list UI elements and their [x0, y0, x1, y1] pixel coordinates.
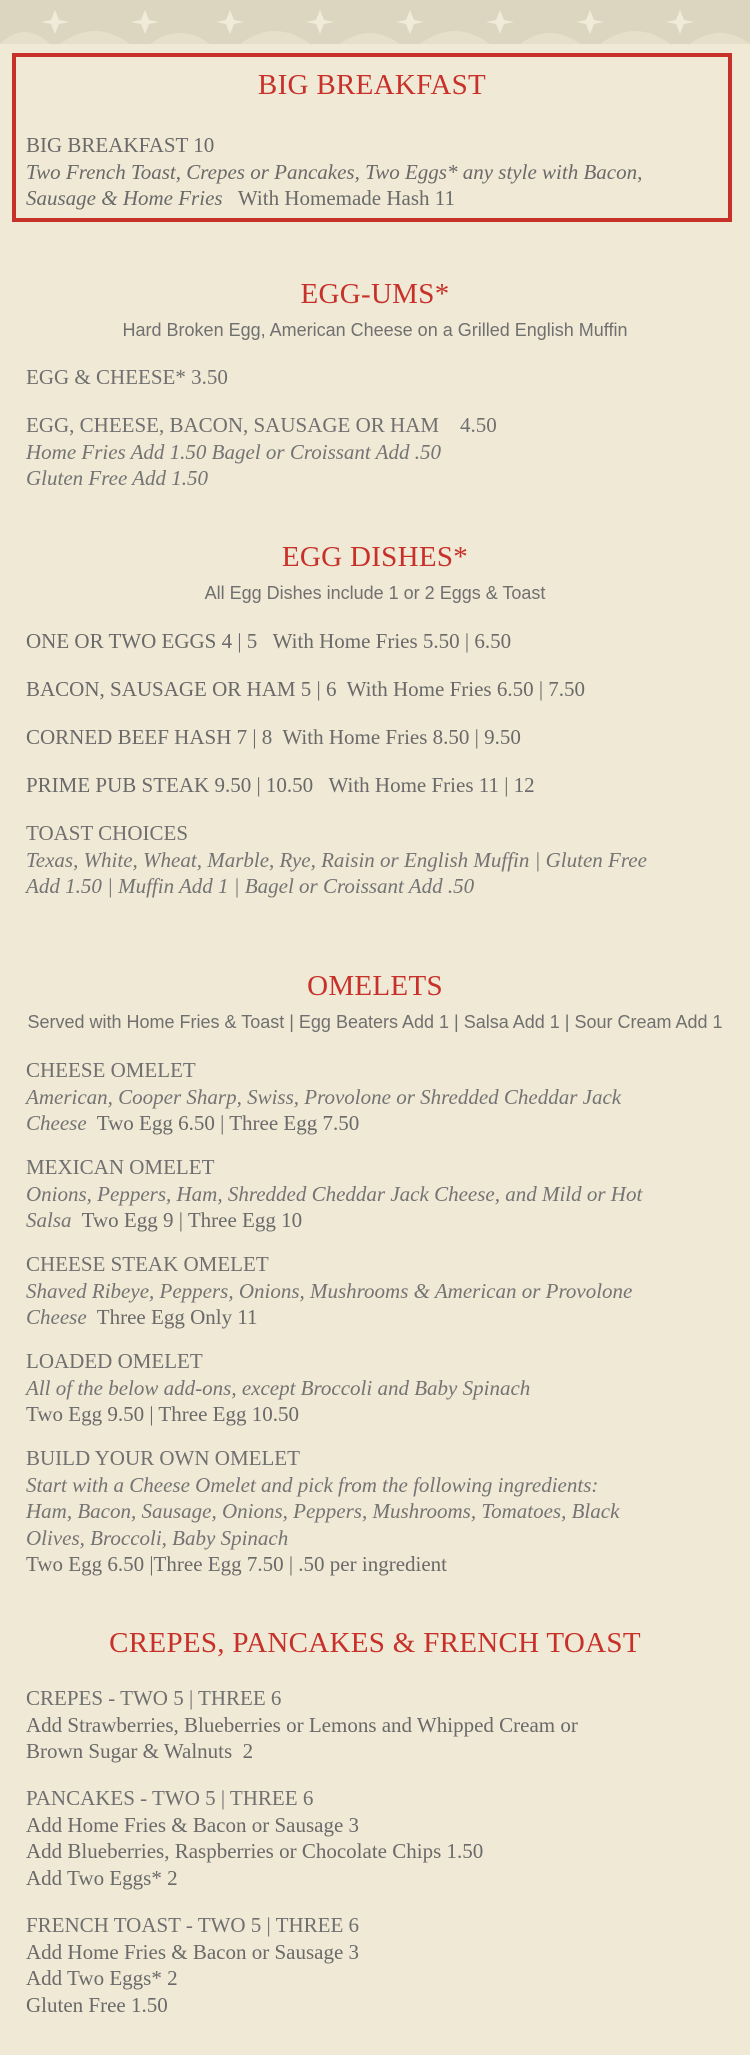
item-name: MEXICAN OMELET: [26, 1155, 215, 1179]
pancakes-item: [26, 1785, 726, 1891]
item-description: Shaved Ribeye, Peppers, Onions, Mushrooms & American or Provolone: [26, 1278, 633, 1303]
item-name: EGG, CHEESE, BACON, SAUSAGE OR HAM 4.50: [26, 413, 497, 437]
item-name: TOAST CHOICES: [26, 821, 189, 845]
item-name: CHEESE OMELET: [26, 1058, 196, 1082]
item-addon: Add Home Fries & Bacon or Sausage 3: [26, 1812, 360, 1837]
toast-choices: [26, 820, 726, 900]
cheese-steak-omelet: [26, 1251, 726, 1331]
item-addon: Add Blueberries, Raspberries or Chocolate Chips 1.50: [26, 1839, 484, 1863]
item-price: Three Egg Only 11: [86, 1305, 258, 1329]
item-name: PANCAKES - TWO 5 | THREE 6: [26, 1786, 314, 1810]
mexican-omelet: [26, 1154, 726, 1234]
item-addon: Gluten Free 1.50: [26, 1992, 168, 2017]
ornament-pattern: [0, 0, 750, 44]
description-line: Two French Toast, Crepes or Pancakes, Two Eggs* any style with Bacon,: [26, 159, 643, 184]
menu-item: CORNED BEEF HASH 7 | 8 With Home Fries 8.50 | 9.50: [26, 725, 521, 749]
item-description: Start with a Cheese Omelet and pick from the following ingredients:: [26, 1472, 599, 1497]
menu-item: PRIME PUB STEAK 9.50 | 10.50 With Home Fries 11 | 12: [26, 773, 535, 797]
big-breakfast-title: BIG BREAKFAST: [257, 69, 487, 101]
item-description: Home Fries Add 1.50 Bagel or Croissant Add .50: [26, 439, 441, 464]
item-description: Salsa: [26, 1208, 72, 1232]
item-name: BIG BREAKFAST 10: [26, 133, 215, 157]
big-breakfast-item: [26, 132, 726, 212]
menu-item: [26, 364, 726, 391]
item-name: CHEESE STEAK OMELET: [26, 1252, 269, 1276]
item-description: Texas, White, Wheat, Marble, Rye, Raisin or English Muffin | Gluten Free: [26, 847, 647, 872]
item-description: American, Cooper Sharp, Swiss, Provolone or Shredded Cheddar Jack: [26, 1084, 622, 1109]
item-description: Olives, Broccoli, Baby Spinach: [26, 1525, 289, 1550]
item-addon: Add Two Eggs* 2: [26, 1966, 178, 1990]
item-addon: Add Home Fries & Bacon or Sausage 3: [26, 1939, 360, 1964]
item-addon: Brown Sugar & Walnuts 2: [26, 1739, 254, 1763]
item-addon: Add Strawberries, Blueberries or Lemons and Whipped Cream or: [26, 1712, 578, 1737]
item-price: Two Egg 6.50 | Three Egg 7.50: [86, 1111, 360, 1135]
item-price: Two Egg 6.50 |Three Egg 7.50 | .50 per ingredient: [26, 1552, 448, 1576]
description-line: Sausage & Home Fries: [26, 186, 223, 210]
decorative-header-band: [0, 0, 750, 44]
crepes-title: CREPES, PANCAKES & FRENCH TOAST: [109, 1627, 641, 1659]
menu-item: BACON, SAUSAGE OR HAM 5 | 6 With Home Fries 6.50 | 7.50: [26, 677, 586, 701]
egg-dishes-title: EGG DISHES*: [281, 541, 469, 573]
item-name: BUILD YOUR OWN OMELET: [26, 1446, 300, 1470]
item-description: Ham, Bacon, Sausage, Onions, Peppers, Mushrooms, Tomatoes, Black: [26, 1499, 620, 1523]
item-description: [26, 159, 726, 212]
loaded-omelet: [26, 1348, 726, 1428]
item-addon: Add Two Eggs* 2: [26, 1865, 178, 1890]
omelets-title: OMELETS: [307, 970, 443, 1002]
item-description: Gluten Free Add 1.50: [26, 466, 208, 490]
menu-item: ONE OR TWO EGGS 4 | 5 With Home Fries 5.50 | 6.50: [26, 629, 512, 653]
item-name: CREPES - TWO 5 | THREE 6: [26, 1686, 282, 1710]
item-description: All of the below add-ons, except Broccoli and Baby Spinach: [26, 1375, 531, 1400]
item-price: With Homemade Hash 11: [222, 186, 456, 210]
french-toast-item: [26, 1912, 726, 2018]
item-description: Cheese: [26, 1305, 87, 1329]
item-name: FRENCH TOAST - TWO 5 | THREE 6: [26, 1913, 360, 1937]
item-description: Onions, Peppers, Ham, Shredded Cheddar Jack Cheese, and Mild or Hot: [26, 1181, 643, 1206]
big-breakfast-box: [12, 53, 732, 222]
item-name: LOADED OMELET: [26, 1349, 203, 1373]
menu-item: [26, 412, 726, 492]
item-description: Add 1.50 | Muffin Add 1 | Bagel or Croissant Add .50: [26, 874, 475, 898]
item-price: Two Egg 9.50 | Three Egg 10.50: [26, 1402, 299, 1426]
egg-ums-title: EGG-UMS*: [300, 278, 450, 310]
egg-ums-subtitle: Hard Broken Egg, American Cheese on a Grilled English Muffin: [122, 320, 628, 340]
item-description: Cheese: [26, 1111, 87, 1135]
omelets-subtitle: Served with Home Fries & Toast | Egg Beaters Add 1 | Salsa Add 1 | Sour Cream Add 1: [27, 1012, 723, 1032]
egg-dishes-subtitle: All Egg Dishes include 1 or 2 Eggs & Toast: [204, 583, 546, 603]
build-your-own-omelet: [26, 1445, 726, 1578]
item-price: Two Egg 9 | Three Egg 10: [71, 1208, 303, 1232]
cheese-omelet: [26, 1057, 726, 1137]
item-name: EGG & CHEESE* 3.50: [26, 365, 228, 389]
crepes-item: [26, 1685, 726, 1765]
